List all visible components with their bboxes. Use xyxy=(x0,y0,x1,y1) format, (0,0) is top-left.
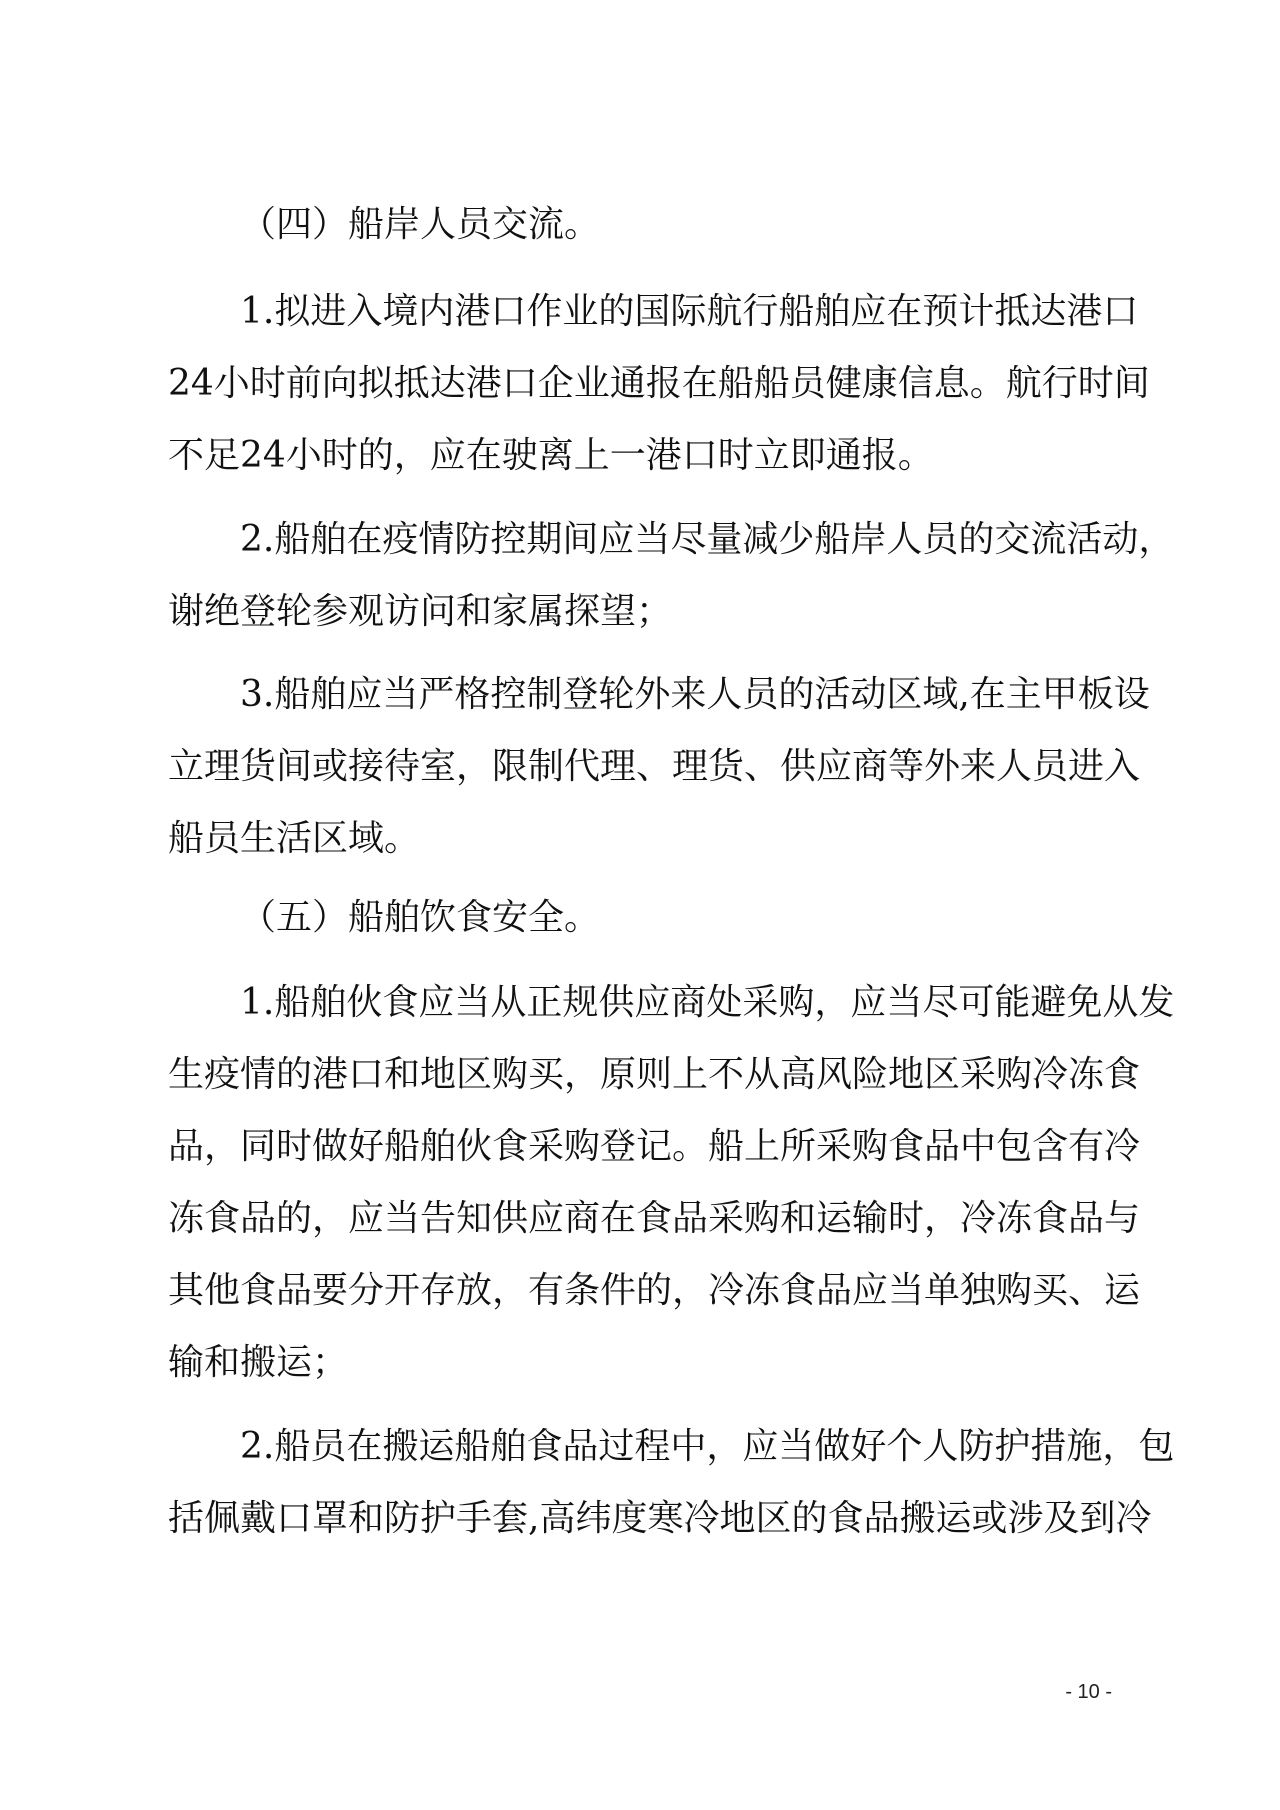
paragraph-line: 船员生活区域。 xyxy=(168,818,421,859)
page-number: - 10 - xyxy=(1065,1681,1112,1703)
paragraph-line: 2.船员在搬运船舶食品过程中，应当做好个人防护措施，包 xyxy=(240,1426,1175,1467)
section-heading-4: （四）船岸人员交流。 xyxy=(240,204,601,245)
paragraph-line: 24小时前向拟抵达港口企业通报在船船员健康信息。航行时间 xyxy=(168,363,1150,404)
paragraph-line: 其他食品要分开存放，有条件的，冷冻食品应当单独购买、运 xyxy=(168,1270,1141,1311)
paragraph-line: 谢绝登轮参观访问和家属探望； xyxy=(168,591,673,632)
paragraph-line: 1.拟进入境内港口作业的国际航行船舶应在预计抵达港口 xyxy=(240,291,1139,332)
paragraph-line: 1.船舶伙食应当从正规供应商处采购，应当尽可能避免从发 xyxy=(240,982,1175,1023)
paragraph-line: 3.船舶应当严格控制登轮外来人员的活动区域,在主甲板设 xyxy=(240,674,1150,715)
paragraph-line: 冻食品的，应当告知供应商在食品采购和运输时，冷冻食品与 xyxy=(168,1198,1141,1239)
paragraph-line: 生疫情的港口和地区购买，原则上不从高风险地区采购冷冻食 xyxy=(168,1054,1141,1095)
paragraph-line: 输和搬运； xyxy=(168,1342,349,1383)
paragraph-line: 括佩戴口罩和防护手套,高纬度寒冷地区的食品搬运或涉及到冷 xyxy=(168,1498,1152,1539)
paragraph-line: 品，同时做好船舶伙食采购登记。船上所采购食品中包含有冷 xyxy=(168,1126,1141,1167)
paragraph-line: 立理货间或接待室，限制代理、理货、供应商等外来人员进入 xyxy=(168,746,1141,787)
section-heading-5: （五）船舶饮食安全。 xyxy=(240,897,601,938)
paragraph-line: 不足24小时的，应在驶离上一港口时立即通报。 xyxy=(168,435,934,476)
paragraph-line: 2.船舶在疫情防控期间应当尽量减少船岸人员的交流活动， xyxy=(240,519,1175,560)
